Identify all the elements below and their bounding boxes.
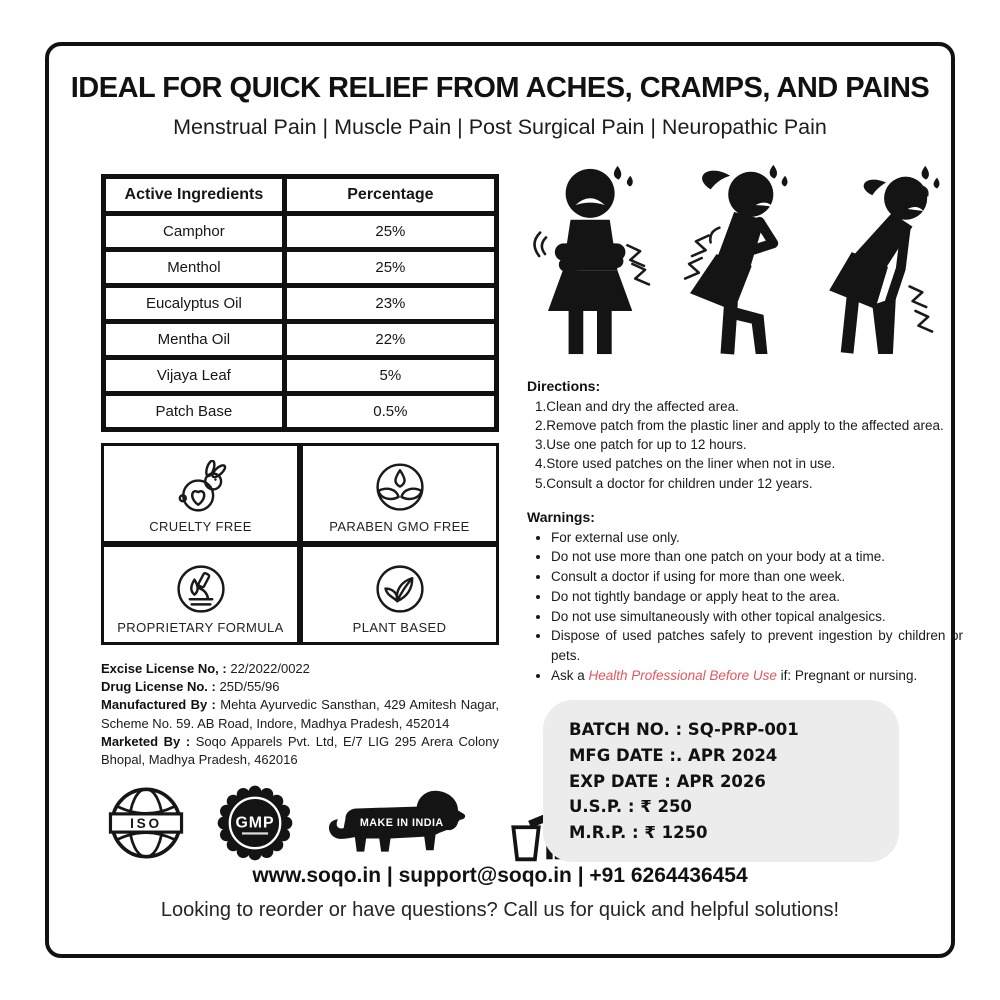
license-label: Marketed By :: [101, 733, 191, 749]
label-border-frame: [45, 42, 963, 958]
directions-section: [527, 378, 963, 493]
badge-paraben-gmo-free: [300, 443, 499, 544]
subtitle: Menstrual Pain | Muscle Pain | Post Surgical Pain | Neuropathic Pain: [173, 115, 827, 139]
warning-ask-highlight: Health Professional Before Use: [588, 667, 777, 683]
ingredient-percentage: 23%: [284, 286, 496, 322]
warning-item: • Do not use simultaneously with other topical analgesics.: [551, 607, 963, 627]
table-row: [104, 286, 497, 322]
abdominal-pain-figure: [533, 161, 661, 362]
directions-list: [527, 397, 963, 493]
table-row: [104, 394, 497, 430]
batch-info-line: M.R.P. : ₹ 1250: [569, 822, 708, 842]
direction-item: Store used patches on the liner when not in use.: [546, 456, 836, 472]
warning-item: • For external use only.: [551, 528, 963, 548]
contact-line: www.soqo.in | support@soqo.in | +91 6264436454: [252, 864, 748, 887]
license-line: [101, 696, 499, 732]
batch-info-line: MFG DATE :. APR 2024: [569, 745, 778, 765]
tagline: Looking to reorder or have questions? Call us for quick and helpful solutions!: [160, 899, 840, 921]
badge-cruelty-free: [101, 443, 300, 544]
warning-item-ask: [551, 666, 963, 686]
warning-item: • Do not use more than one patch on your body at a time.: [551, 547, 963, 567]
warning-ask-suffix: if: Pregnant or nursing.: [776, 667, 918, 683]
warning-ask-prefix: Ask a: [551, 667, 589, 683]
feature-badges: [101, 443, 499, 645]
certification-logos: [101, 781, 499, 870]
knee-joint-pain-figure: [819, 161, 957, 362]
license-label: Drug License No. :: [101, 679, 216, 695]
badge-proprietary-formula: [101, 544, 300, 645]
directions-heading: Directions:: [527, 378, 601, 394]
ingredient-name: Menthol: [104, 250, 285, 286]
gmp-logo-text: GMP: [235, 814, 275, 832]
license-value: Mehta Ayurvedic Sansthan, 429 Amitesh Nagar, Scheme No. 59. AB Road, Indore, Madhya Pradesh, 452014: [101, 697, 499, 731]
warnings-heading: Warnings:: [527, 508, 595, 525]
warnings-section: [527, 509, 963, 686]
back-pain-figure: [671, 161, 809, 362]
iso-globe-logo: [105, 782, 187, 869]
leaf-circle-icon: [370, 561, 430, 620]
badge-plant-based: [300, 544, 499, 645]
badge-label: CRUELTY FREE: [149, 519, 252, 534]
ingredient-name: Vijaya Leaf: [104, 358, 285, 394]
batch-info-line: BATCH NO. : SQ-PRP-001: [569, 720, 799, 740]
badge-label: PLANT BASED: [352, 620, 447, 635]
ingredient-percentage: 25%: [284, 214, 496, 250]
warnings-list: [527, 528, 963, 666]
ingredient-percentage: 22%: [284, 322, 496, 358]
license-value: 22/2022/0022: [230, 661, 310, 676]
drop-leaves-icon: [370, 460, 430, 519]
table-row: [104, 250, 497, 286]
warning-item: • Consult a doctor if using for more than one week.: [551, 567, 963, 587]
table-header-row: [104, 177, 497, 214]
license-label: Manufactured By :: [101, 697, 216, 713]
batch-info-line: U.S.P. : ₹ 250: [569, 797, 692, 817]
license-line: [101, 733, 499, 769]
license-label: Excise License No, :: [101, 661, 227, 676]
gmp-seal-logo: [213, 781, 297, 870]
direction-item: Clean and dry the affected area.: [546, 399, 739, 414]
ingredient-percentage: 5%: [284, 358, 496, 394]
table-header-active-ingredients: Active Ingredients: [104, 177, 285, 214]
license-line: [101, 660, 499, 678]
license-block: [101, 660, 499, 769]
license-value: Soqo Apparels Pvt. Ltd, E/7 LIG 295 Arera Colony Bhopal, Madhya Pradesh, 462016: [101, 733, 500, 767]
table-row: [104, 214, 497, 250]
direction-item: Remove patch from the plastic liner and apply to the affected area.: [546, 418, 944, 434]
table-row: [104, 322, 497, 358]
microscope-icon: [171, 561, 231, 620]
make-in-india-lion-logo: [323, 783, 473, 868]
badge-label: PARABEN GMO FREE: [329, 519, 470, 534]
right-column: [527, 166, 963, 862]
warning-item: • Do not tightly bandage or apply heat to the area.: [551, 587, 963, 607]
rabbit-heart-icon: [171, 460, 231, 519]
iso-logo-text: ISO: [130, 816, 162, 832]
direction-item: Use one patch for up to 12 hours.: [546, 437, 747, 453]
left-column: [101, 174, 499, 870]
warning-ask-list: [527, 666, 963, 686]
headline: IDEAL FOR QUICK RELIEF FROM ACHES, CRAMPS, AND PAINS: [70, 72, 930, 104]
license-line: [101, 678, 499, 696]
ingredient-percentage: 25%: [284, 250, 496, 286]
ingredients-table: [101, 174, 499, 432]
warning-item: • Dispose of used patches safely to prevent ingestion by children or pets.: [551, 626, 963, 665]
badge-label: PROPRIETARY FORMULA: [117, 620, 284, 635]
pain-figures: [527, 166, 963, 362]
table-row: [104, 358, 497, 394]
make-in-india-text: MAKE IN INDIA: [359, 816, 444, 829]
ingredient-name: Mentha Oil: [104, 322, 285, 358]
direction-item: Consult a doctor for children under 12 years.: [546, 475, 813, 491]
ingredient-name: Camphor: [104, 214, 285, 250]
license-value: 25D/55/96: [219, 679, 280, 695]
batch-info-line: EXP DATE : APR 2026: [569, 771, 766, 791]
batch-info-box: [543, 700, 899, 862]
table-header-percentage: Percentage: [284, 177, 496, 214]
ingredient-percentage: 0.5%: [284, 394, 496, 430]
ingredient-name: Eucalyptus Oil: [104, 286, 285, 322]
ingredient-name: Patch Base: [104, 394, 285, 430]
